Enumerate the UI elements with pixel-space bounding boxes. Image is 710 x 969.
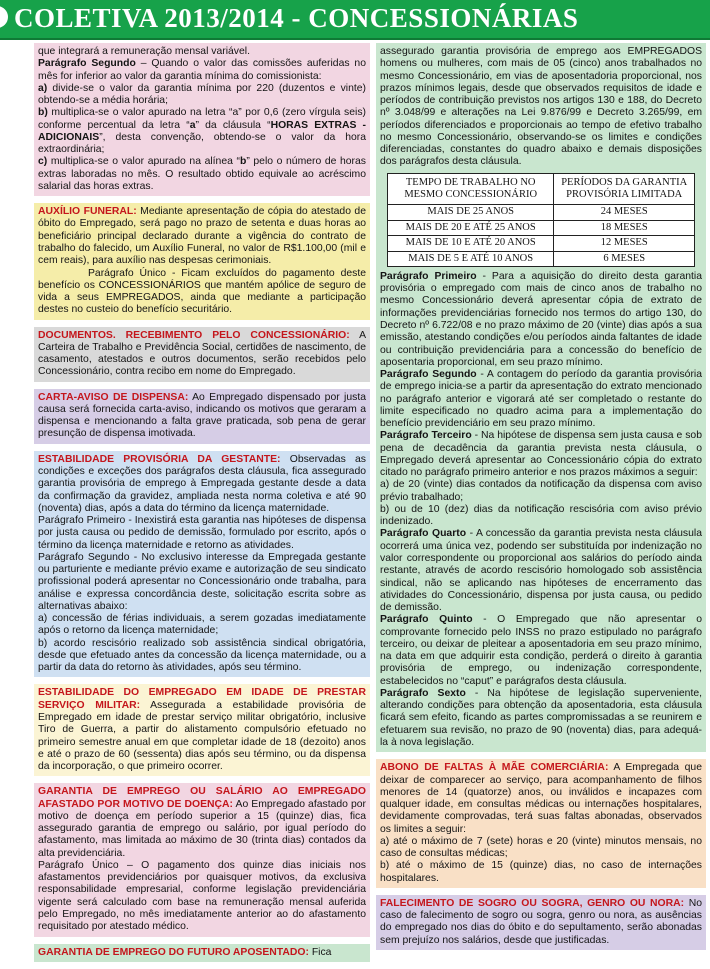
table-header-row (388, 173, 695, 205)
commissions-intro: que integrará a remuneração mensal variável. (38, 46, 250, 57)
header-banner (0, 0, 710, 40)
paragraph-text: - Na hipótese de dispensa sem justa causa e sob pena de decadência da garantia prevista nesta cláusula, o Empregado deverá apresentar ao Concessionário cópia do extrato citado no parágrafo primeiro anterior e nos prazos máximos a seguir: (380, 430, 702, 479)
guarantee-table (387, 173, 695, 267)
section-text: A Empregada que deixar de comparecer ao serviço, para acompanhamento de filhos menores de 14 (quatorze) anos, ou inválidos e incapazes com qualquer idade, em consultas médicas ou internações hospitalares, devidamente comprovadas, terá suas faltas abonadas, observados os limites a seguir: (380, 762, 702, 835)
paragraph-text: - Na hipótese de legislação superveniente, alterando condições para obtenção da aposentadoria, esta cláusula ficará sem efeito, ficando as partes compromissadas a se reunirem e efetuarem sua revisão, no prazo de 90 (noventa) dias, para adequá-la à nova legislação. (380, 687, 702, 748)
table-cell: MAIS DE 25 ANOS (388, 205, 554, 220)
page-title: COLETIVA 2013/2014 - CONCESSIONÁRIAS (14, 3, 579, 33)
item-label: b) (38, 107, 48, 119)
section-title: GARANTIA DE EMPREGO DO FUTURO APOSENTADO: (38, 946, 309, 958)
sole-paragraph: Parágrafo Único - Ficam excluídos do pagamento deste benefício os CONCESSIONÁRIOS que mantém apólice de seguro de vida a seus EMPREGADOS, ainda que mediante a participação destes no custeio do benefício securitário. (38, 267, 366, 316)
item-text: divide-se o valor da garantia mínima por 220 (duzentos e vinte) obtendo-se a média horária; (38, 82, 366, 107)
sick-leave-block (34, 783, 370, 936)
item-label: c) (38, 156, 48, 168)
documents-block (34, 327, 370, 382)
section-text: A Carteira de Trabalho e Previdência Social, certidões de nascimento, de casamento, atestados e outros documentos, serão recebidos pelo Concessionário, contra recibo em nome do Empregado. (38, 329, 367, 378)
table-row (388, 220, 695, 235)
mother-absence-block (376, 759, 706, 888)
table-row (388, 251, 695, 266)
paragraph-second: Parágrafo Segundo - No exclusivo interesse da Empregada gestante ou parturiente e mediante prévio exame e autorização de seu sindicato profissional poderá apresentar no Concessionário onde trabalha, para análise e expressa concordância deste, solicitação escrita sobre as alternativas abaixo: (38, 551, 366, 612)
item-label: a) (38, 82, 48, 94)
table-cell: 24 MESES (554, 205, 695, 220)
section-text: No caso de falecimento de sogro ou sogra, genro ou nora, as ausências do empregado nos dias do óbito e do sepultamento, serão abonadas sem prejuízo nos salários, desde que justificadas. (380, 897, 703, 946)
section-title: ESTABILIDADE PROVISÓRIA DA GESTANTE: (38, 453, 281, 465)
item-letter: b (239, 156, 247, 168)
section-title: DOCUMENTOS. RECEBIMENTO PELO CONCESSIONÁRIO: (38, 329, 350, 341)
paragraph-text: - Para a aquisição do direito desta garantia provisória o empregado com mais de cinco anos de trabalho no mesmo Concessionário deverá apresentar cópia de extrato de informações previdenciárias fornecido nos termos do artigo 130, do Decreto nº 6.722/08 e no prazo máximo de 20 (vinte) dias após a sua emissão, atestando condições e/ou períodos ainda faltantes de idade ou contribuição previdenciária para a concessão do benefício de aposentaria proporcional, em seu prazo mínimo. (380, 270, 702, 368)
section-title: FALECIMENTO DE SOGRO OU SOGRA, GENRO OU NORA: (380, 897, 685, 909)
dismissal-letter-block (34, 389, 370, 444)
military-stability-block (34, 684, 370, 776)
paragraph-text: - A concessão da garantia prevista nesta cláusula ocorrerá uma única vez, podendo ser substituída por indenização no valor correspondente ou proporcional aos salários do período ainda restante, através de acordo rescisório homologado sob assistência sindical, não se aplicando nas hipóteses de encerramento das atividades do Concessionário, dispensa por justa causa, ou pedido de demissão. (380, 528, 702, 614)
paragraph-text: – Quando o valor das comissões auferidas no mês for inferior ao valor da garantia mínima do comissionista: (38, 58, 366, 82)
item-text: multiplica-se o valor apurado na letra “a” por 0,6 (zero vírgula seis) conforme percentual da letra “ (38, 107, 366, 131)
section-text: Mediante apresentação de cópia do atestado de óbito do Empregado, será pago no prazo de setenta e duas horas ao beneficiário principal declarado durante a vigência do contrato de trabalho do falecido, um Auxílio Funeral, no valor de R$1.100,00 (mil e cem reais), para auxílio nas despesas cerimoniais. (38, 206, 366, 267)
table-cell: MAIS DE 10 E ATÉ 20 ANOS (388, 236, 554, 251)
paragraph-label: Parágrafo Sexto (380, 687, 466, 699)
paragraph-text: - O Empregado que não apresentar o comprovante fornecido pelo INSS no prazo estipulado no parágrafo terceiro, ou deixar de pleitear a aposentadoria em seu prazo mínimo, na data em que adquirir esta condição, perderá o direito à garantia provisória de emprego, ou indenização correspondente, estabelecidos no “caput” e parágrafos desta cláusula. (380, 614, 702, 687)
future-retiree-continued-block (376, 43, 706, 752)
section-text: Ao Empregado dispensado por justa causa será fornecida carta-aviso, indicando os motivos que geraram a dispensa e mencionando a falta grave praticada, sob pena de gerar presunção de dispensa imotivada. (38, 391, 366, 440)
section-title: GARANTIA DE EMPREGO OU SALÁRIO AO EMPREGADO AFASTADO POR MOTIVO DE DOENÇA: (38, 786, 366, 810)
section-text: assegurado garantia provisória de emprego aos EMPREGADOS homens ou mulheres, com mais de 05 (cinco) anos trabalhados no mesmo Concessionário, em vias de aposentadoria proporcional, nos prazos mínimos legais, desde que observados requisitos de idade e períodos de contribuição previstos nos artigos 130 e 188, do Decreto nº 3.048/99 e alterações na Lei 9.876/99 e Decreto 3.265/99, em períodos diferenciados e proporcionais ao tempo de efetivo trabalho no mesmo Concessionário, observando-se os limites e condições diferenciadas, constantes do quadro abaixo e demais disposições dos parágrafos desta cláusula. (380, 46, 702, 168)
item-b: b) até o máximo de 15 (quinze) dias, no caso de internações hospitalares. (380, 860, 702, 884)
section-text: Ao Empregado afastado por motivo de doença em período superior a 15 (quinze) dias, fica assegurado garantia de emprego ou salário, por igual período do afastamento, mas limitada ao máximo de 30 (trinta dias) contados da alta previdenciária. (38, 798, 366, 859)
table-cell: 6 MESES (554, 251, 695, 266)
funeral-aid-block (34, 203, 370, 319)
item-a: a) de 20 (vinte) dias contados da notificação da dispensa com aviso prévio trabalhado; (380, 479, 702, 503)
banner-circle-ornament (0, 6, 8, 28)
item-text: ” pelo o número de horas extras laboradas no mês. O resultado obtido equivale ao acréscimo salarial das horas extras. (38, 156, 366, 192)
item-b: b) ou de 10 (dez) dias da notificação rescisória com aviso prévio indenizado. (380, 503, 702, 528)
section-title: ESTABILIDADE DO EMPREGADO EM IDADE DE PRESTAR SERVIÇO MILITAR: (38, 687, 366, 711)
item-a: a) até o máximo de 7 (sete) horas e 20 (vinte) minutos mensais, no caso de consultas médicas; (380, 835, 702, 860)
sole-paragraph: Parágrafo Único – O pagamento dos quinze dias iniciais nos afastamentos previdenciários por quaisquer motivos, da exclusiva responsabilidade empresarial, conforme legislação previdenciária vigente será calculado com base na remuneração mensal auferida pelo Empregado, no mês imediatamente anterior ao do afastamento requisitado por atestado médico. (38, 859, 366, 933)
future-retiree-block (34, 944, 370, 962)
item-text: ”, desta convenção, obtendo-se o valor da hora extraordinária; (38, 131, 366, 156)
paragraph-label: Parágrafo Segundo (380, 369, 477, 381)
item-letter: a (189, 119, 196, 131)
table-row (388, 205, 695, 220)
table-cell: MAIS DE 5 E ATÉ 10 ANOS (388, 251, 554, 266)
table-cell: 18 MESES (554, 220, 695, 235)
clause-name: HORAS EXTRAS - ADICIONAIS (38, 119, 367, 143)
pregnant-stability-block (34, 451, 370, 678)
paragraph-label: Parágrafo Primeiro (380, 270, 477, 282)
item-a: a) concessão de férias individuais, a serem gozadas imediatamente após o retorno da licença maternidade; (38, 613, 366, 637)
item-text: multiplica-se o valor apurado na alínea “ (47, 156, 240, 168)
section-title: ABONO DE FALTAS À MÃE COMERCIÁRIA: (380, 762, 609, 774)
table-cell: MAIS DE 20 E ATÉ 25 ANOS (388, 220, 554, 235)
table-row (388, 236, 695, 251)
table-header-cell: TEMPO DE TRABALHO NO MESMO CONCESSIONÁRIO (388, 173, 554, 205)
item-b: b) acordo rescisório realizado sob assistência sindical obrigatória, desde que efetuado antes da concessão da licença maternidade, ou a partir da data do retorno às atividades, após seu término. (38, 637, 366, 674)
in-law-death-block (376, 895, 706, 950)
section-text: Fica (308, 946, 332, 958)
paragraph-text: - A contagem do período da garantia provisória de emprego inicia-se a partir da apresentação do extrato mencionado no parágrafo anterior e vigorará até ser completado o restante do limite especificado no quadro acima para a implementação do benefício previdenciário em seu prazo mínimo. (380, 369, 703, 430)
section-text: Observadas as condições e exceções dos parágrafos desta cláusula, fica assegurado garantia provisória de emprego à Empregada gestante desde a data da confirmação da gravidez, ampliada nesta norma coletiva e até 90 (noventa) dias, após a data do término da licença maternidade. (38, 453, 366, 514)
item-text: ” da cláusula “ (195, 119, 271, 131)
paragraph-label: Parágrafo Segundo (38, 58, 136, 70)
section-title: CARTA-AVISO DE DISPENSA: (38, 391, 189, 403)
paragraph-label: Parágrafo Quarto (380, 528, 467, 540)
paragraph-first: Parágrafo Primeiro - Inexistirá esta garantia nas hipóteses de dispensa por justa causa ou pedido de demissão, formulado por escrito, após o término da licença maternidade e retorno as atividades. (38, 515, 366, 551)
paragraph-label: Parágrafo Quinto (380, 614, 473, 626)
commissions-block (34, 43, 370, 196)
paragraph-label: Parágrafo Terceiro (380, 430, 472, 442)
table-header-cell: PERÍODOS DA GARANTIA PROVISÓRIA LIMITADA (554, 173, 695, 205)
right-column (376, 43, 706, 957)
table-cell: 12 MESES (554, 236, 695, 251)
left-column (34, 43, 370, 969)
section-text: Assegurada a estabilidade provisória de Empregado em idade de prestar serviço militar obrigatório, inclusive Tiro de Guerra, a partir do alistamento compulsório efetuado no primeiro semestre anual em que completar idade de 18 (dezoito) anos e até o prazo de 60 (sessenta) dias após seu término, ou da dispensa da incorporação, o que primeiro ocorrer. (38, 699, 366, 773)
section-title: AUXÍLIO FUNERAL: (38, 206, 137, 218)
